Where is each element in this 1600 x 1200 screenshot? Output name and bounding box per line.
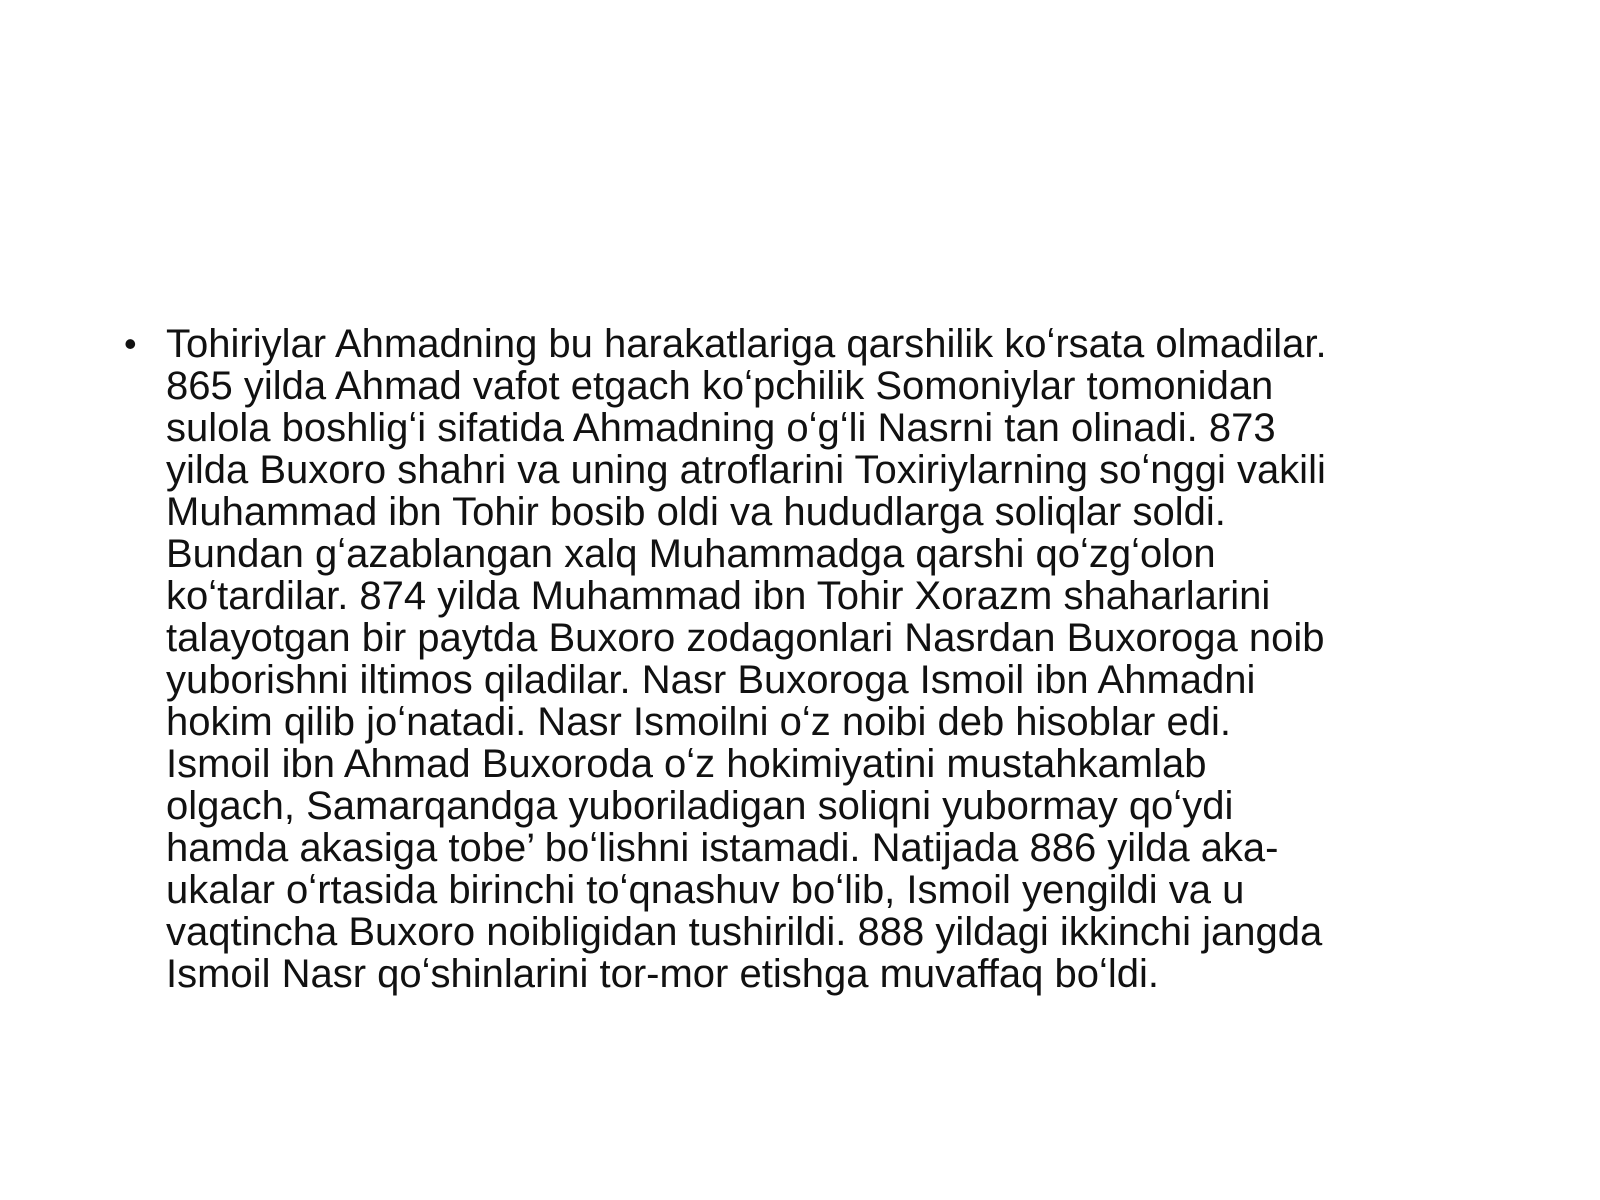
paragraph-line: yilda Buxoro shahri va uning atroflarini Toxiriylarning soʻnggi vakili bbox=[166, 448, 1326, 492]
slide-body bbox=[118, 323, 1498, 995]
paragraph-line: Tohiriylar Ahmadning bu harakatlariga qarshilik koʻrsata olmadilar. bbox=[166, 322, 1327, 366]
paragraph-line: talayotgan bir paytda Buxoro zodagonlari Nasrdan Buxoroga noib bbox=[166, 616, 1325, 660]
paragraph-line: hokim qilib joʻnatadi. Nasr Ismoilni oʻz noibi deb hisoblar edi. bbox=[166, 700, 1231, 744]
paragraph-line: hamda akasiga tobe’ boʻlishni istamadi. Natijada 886 yilda aka- bbox=[166, 826, 1279, 870]
paragraph-line: 865 yilda Ahmad vafot etgach koʻpchilik Somoniylar tomonidan bbox=[166, 364, 1274, 408]
paragraph-line: vaqtincha Buxoro noibligidan tushirildi. 888 yildagi ikkinchi jangda bbox=[166, 910, 1323, 954]
paragraph-line: Muhammad ibn Tohir bosib oldi va hududlarga soliqlar soldi. bbox=[166, 490, 1226, 534]
paragraph-line: Ismoil ibn Ahmad Buxoroda oʻz hokimiyatini mustahkamlab bbox=[166, 742, 1207, 786]
paragraph-line: sulola boshligʻi sifatida Ahmadning oʻgʻli Nasrni tan olinadi. 873 bbox=[166, 406, 1276, 450]
paragraph-line: yuborishni iltimos qiladilar. Nasr Buxoroga Ismoil ibn Ahmadni bbox=[166, 658, 1256, 702]
paragraph-line: ukalar oʻrtasida birinchi toʻqnashuv boʻlib, Ismoil yengildi va u bbox=[166, 868, 1245, 912]
bullet-paragraph bbox=[166, 323, 1498, 995]
bullet-item bbox=[118, 323, 1498, 995]
paragraph-line: koʻtardilar. 874 yilda Muhammad ibn Tohir Xorazm shaharlarini bbox=[166, 574, 1271, 618]
paragraph-line: Ismoil Nasr qoʻshinlarini tor-mor etishga muvaffaq boʻldi. bbox=[166, 952, 1160, 996]
paragraph-line: Bundan gʻazablangan xalq Muhammadga qarshi qoʻzgʻolon bbox=[166, 532, 1216, 576]
paragraph-line: olgach, Samarqandga yuboriladigan soliqni yubormay qoʻydi bbox=[166, 784, 1234, 828]
bullet-icon: • bbox=[124, 323, 137, 364]
